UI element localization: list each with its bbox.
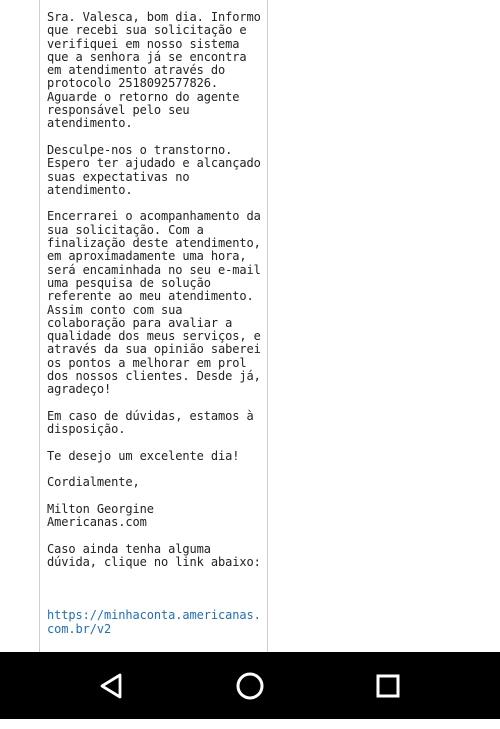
email-closing: Cordialmente, — [47, 475, 140, 490]
back-button[interactable] — [94, 668, 130, 704]
home-button[interactable] — [232, 668, 268, 704]
email-signature: Milton Georgine Americanas.com — [47, 501, 154, 530]
back-triangle-icon — [97, 671, 127, 701]
email-link-paragraph — [47, 583, 263, 663]
email-paragraph-wishes: Te desejo um excelente dia! — [47, 448, 240, 463]
recents-button[interactable] — [370, 668, 406, 704]
recents-square-icon — [374, 672, 402, 700]
email-link-intro: Caso ainda tenha alguma dúvida, clique no link abaixo: — [47, 541, 261, 570]
email-message-column — [39, 0, 268, 652]
home-circle-icon — [234, 670, 266, 702]
email-paragraph-availability: Em caso de dúvidas, estamos à disposição. — [47, 408, 254, 437]
minhaconta-link[interactable]: https://minhaconta.americanas. com.br/v2 — [47, 608, 261, 636]
email-body — [47, 11, 263, 729]
email-paragraph-greeting: Sra. Valesca, bom dia. Informo que recebi sua solicitação e verifiquei em nosso sistema que a senhora já se encontra em atendimento através do protocolo 2518092577826. Aguarde o retorno do agente responsável pelo seu atendimento. — [47, 10, 261, 131]
email-paragraph-survey: Encerrarei o acompanhamento da sua solicitação. Com a finalização deste atendimento, em aproximadamente uma hora, será encaminhada no seu e-mail uma pesquisa de solução referente ao meu atendimento. Assim conto com sua colaboração para avaliar a qualidade dos meus serviços, e através da sua opinião saberei os pontos a melhorar em prol dos nossos clientes. Desde já, agradeço! — [47, 209, 261, 397]
android-navigation-bar — [0, 652, 500, 719]
email-paragraph-apology: Desculpe-nos o transtorno. Espero ter ajudado e alcançado suas expectativas no atendimento. — [47, 142, 261, 197]
